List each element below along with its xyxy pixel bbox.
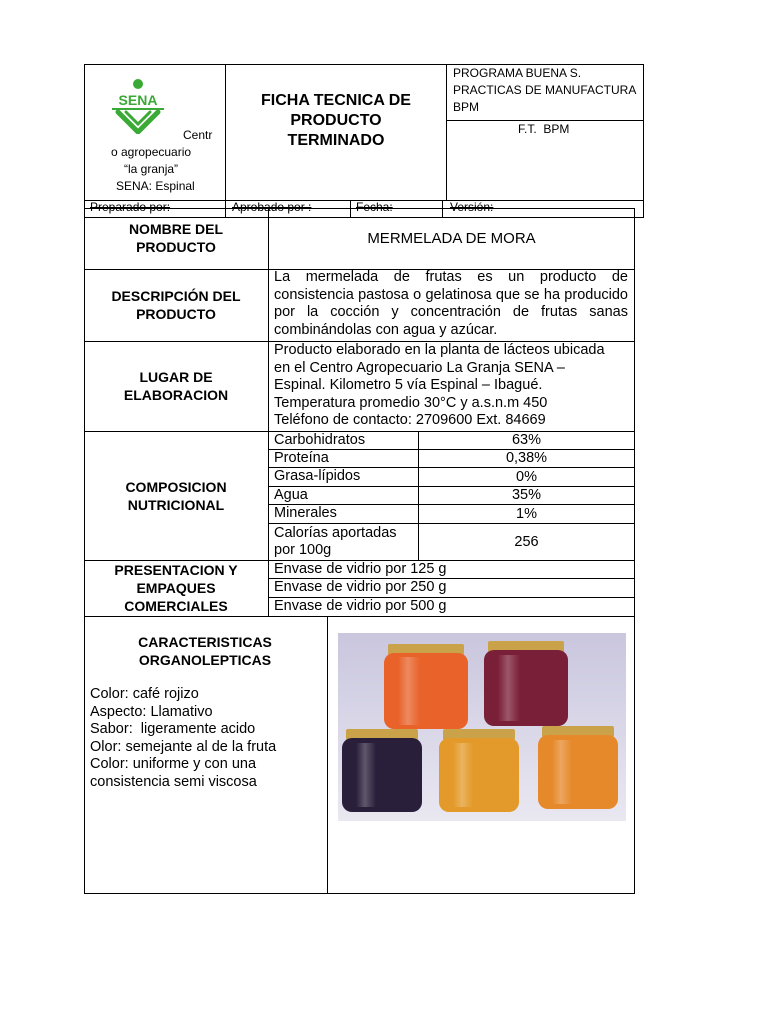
organoleptic-line: Olor: semejante al de la fruta: [90, 738, 277, 755]
place-line: en el Centro Agropecuario La Granja SENA –: [274, 359, 565, 376]
nutrient-value: 0%: [516, 468, 537, 485]
organoleptic-list: [90, 686, 325, 791]
center-line-1: Centr: [183, 128, 213, 142]
organoleptic-line: Color: café rojizo: [90, 686, 199, 702]
approved-by: Aprobado por :: [232, 200, 312, 214]
document-code: F.T. BPM: [518, 122, 570, 136]
center-line-2: o agropecuario: [111, 145, 192, 159]
center-line-3: “la granja”: [124, 162, 179, 176]
nutrient-name: Grasa-lípidos: [274, 468, 361, 484]
document-title-text: FICHA TECNICA DE PRODUCTO TERMINADO: [261, 92, 411, 149]
nutrient-name: Minerales: [274, 505, 337, 521]
nutrition-label: COMPOSICION NUTRICIONAL: [125, 479, 227, 513]
jam-jars-illustration: [338, 633, 626, 821]
sena-logo: [108, 78, 168, 134]
nutrient-name: Proteína: [274, 449, 329, 466]
version-field: Versión:: [450, 200, 494, 214]
program-line-2: PRACTICAS DE MANUFACTURA: [453, 83, 637, 97]
organoleptic-line: Sabor: ligeramente acido: [90, 721, 256, 737]
jar-apricot: [538, 726, 618, 809]
nutrient-name: Agua: [274, 486, 308, 503]
date-field: Fecha:: [356, 200, 393, 214]
sena-logo-graphic: [108, 78, 168, 134]
document-title: [240, 90, 432, 152]
place-line: Producto elaborado en la planta de lácteos ubicada: [274, 342, 605, 358]
organoleptic-title: CARACTERISTICAS ORGANOLEPTICAS: [138, 634, 272, 668]
place-value: [274, 342, 632, 430]
packaging-label: PRESENTACION Y EMPAQUES COMERCIALES: [114, 562, 238, 614]
center-line-4: SENA: Espinal: [116, 179, 195, 193]
nutrient-value: 35%: [511, 487, 542, 503]
jar-purple: [342, 729, 422, 812]
nutrient-value: 63%: [511, 432, 542, 448]
packaging-item: Envase de vidrio por 125 g: [274, 560, 447, 577]
nutrient-name: Carbohidratos: [274, 431, 366, 448]
jar-orange: [384, 644, 468, 729]
organoleptic-line: Aspecto: Llamativo: [90, 703, 213, 720]
program-line-3: BPM: [453, 100, 480, 114]
organoleptic-line: consistencia semi viscosa: [90, 773, 257, 790]
nutrient-value: 1%: [516, 505, 537, 522]
place-line: Teléfono de contacto: 2709600 Ext. 84669: [274, 412, 546, 428]
nutrient-name: Calorías aportadas por 100g: [274, 524, 397, 558]
nutrient-value: 0,38%: [505, 450, 548, 466]
prepared-by: Preparado por:: [90, 200, 171, 214]
nutrient-value: 256: [514, 533, 539, 550]
organoleptic-line: Color: uniforme y con una: [90, 756, 257, 772]
packaging-item: Envase de vidrio por 500 g: [274, 598, 447, 614]
product-name-label: NOMBRE DEL PRODUCTO: [128, 221, 224, 255]
place-line: Temperatura promedio 30°C y a.s.n.m 450: [274, 394, 548, 411]
description-label: DESCRIPCIÓN DEL PRODUCTO: [111, 288, 241, 322]
description-value: La mermelada de frutas es un producto de consistencia pastosa o gelatinosa que se ha producido por la cocción y concentración de frutas sanas combinándolas con agua y azúcar.: [274, 269, 628, 338]
program-line-1: PROGRAMA BUENA S.: [453, 66, 582, 80]
place-label: LUGAR DE ELABORACION: [123, 369, 229, 403]
product-name-value: MERMELADA DE MORA: [367, 229, 536, 247]
sena-logo-text: SENA: [118, 92, 158, 108]
jam-jars-photo: [338, 633, 626, 821]
place-line: Espinal. Kilometro 5 vía Espinal – Ibagué.: [274, 377, 543, 393]
jar-amber: [439, 729, 519, 812]
packaging-item: Envase de vidrio por 250 g: [274, 579, 447, 595]
jar-red: [484, 641, 568, 726]
